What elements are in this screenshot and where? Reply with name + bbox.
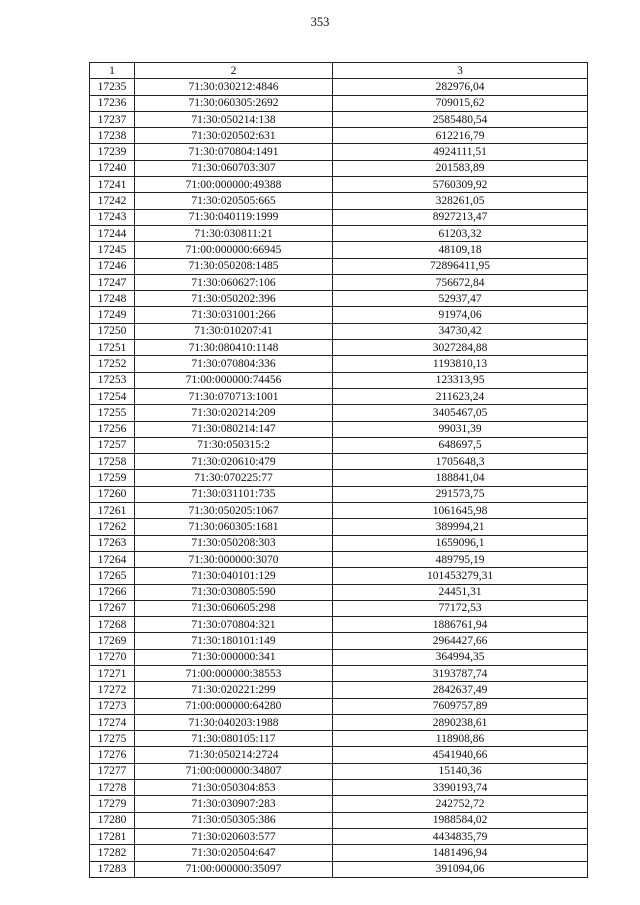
table-row	[90, 747, 588, 763]
table-row	[90, 649, 588, 665]
cadastral-value-cell: 52937,47	[333, 291, 588, 307]
cadastral-value-cell: 612216,79	[333, 128, 588, 144]
row-number-cell: 17276	[90, 747, 135, 763]
cadastral-value-cell: 4434835,79	[333, 828, 588, 844]
cadastral-number-cell: 71:30:070713:1001	[135, 388, 333, 404]
cadastral-value-cell: 242752,72	[333, 796, 588, 812]
cadastral-number-cell: 71:30:030805:590	[135, 584, 333, 600]
table-row	[90, 356, 588, 372]
cadastral-number-cell: 71:30:031001:266	[135, 307, 333, 323]
table-row	[90, 600, 588, 616]
cadastral-value-cell: 1659096,1	[333, 535, 588, 551]
row-number-cell: 17237	[90, 111, 135, 127]
row-number-cell: 17242	[90, 193, 135, 209]
table-row	[90, 111, 588, 127]
row-number-cell: 17277	[90, 763, 135, 779]
table-row	[90, 405, 588, 421]
cadastral-number-cell: 71:30:050202:396	[135, 291, 333, 307]
cadastral-value-cell: 15140,36	[333, 763, 588, 779]
cadastral-value-cell: 5760309,92	[333, 177, 588, 193]
cadastral-value-cell: 364994,35	[333, 649, 588, 665]
cadastral-number-cell: 71:30:060605:298	[135, 600, 333, 616]
table-row	[90, 291, 588, 307]
row-number-cell: 17266	[90, 584, 135, 600]
table-row	[90, 225, 588, 241]
row-number-cell: 17250	[90, 323, 135, 339]
row-number-cell: 17269	[90, 633, 135, 649]
table-row	[90, 421, 588, 437]
cadastral-value-cell: 61203,32	[333, 225, 588, 241]
cadastral-value-cell: 1481496,94	[333, 845, 588, 861]
row-number-cell: 17283	[90, 861, 135, 877]
cadastral-value-cell: 1886761,94	[333, 617, 588, 633]
cadastral-number-cell: 71:30:010207:41	[135, 323, 333, 339]
cadastral-value-cell: 3193787,74	[333, 665, 588, 681]
row-number-cell: 17251	[90, 340, 135, 356]
cadastral-value-cell: 709015,62	[333, 95, 588, 111]
cadastral-number-cell: 71:30:080410:1148	[135, 340, 333, 356]
cadastral-number-cell: 71:30:060627:106	[135, 274, 333, 290]
row-number-cell: 17265	[90, 568, 135, 584]
row-number-cell: 17252	[90, 356, 135, 372]
cadastral-number-cell: 71:30:031101:735	[135, 486, 333, 502]
row-number-cell: 17272	[90, 682, 135, 698]
cadastral-number-cell: 71:30:080105:117	[135, 731, 333, 747]
table-row	[90, 128, 588, 144]
cadastral-value-cell: 34730,42	[333, 323, 588, 339]
cadastral-number-cell: 71:30:050208:1485	[135, 258, 333, 274]
table-row	[90, 551, 588, 567]
cadastral-number-cell: 71:30:060305:1681	[135, 519, 333, 535]
table-row	[90, 454, 588, 470]
row-number-cell: 17241	[90, 177, 135, 193]
cadastral-number-cell: 71:00:000000:49388	[135, 177, 333, 193]
row-number-cell: 17278	[90, 780, 135, 796]
cadastral-value-table	[89, 62, 588, 878]
cadastral-value-cell: 1193810,13	[333, 356, 588, 372]
row-number-cell: 17253	[90, 372, 135, 388]
cadastral-number-cell: 71:30:050214:2724	[135, 747, 333, 763]
cadastral-number-cell: 71:30:020610:479	[135, 454, 333, 470]
table-row	[90, 307, 588, 323]
table-row	[90, 209, 588, 225]
cadastral-value-cell: 756672,84	[333, 274, 588, 290]
cadastral-number-cell: 71:30:000000:341	[135, 649, 333, 665]
row-number-cell: 17258	[90, 454, 135, 470]
row-number-cell: 17268	[90, 617, 135, 633]
cadastral-value-cell: 648697,5	[333, 437, 588, 453]
cadastral-value-cell: 77172,53	[333, 600, 588, 616]
cadastral-number-cell: 71:30:040101:129	[135, 568, 333, 584]
table-row	[90, 812, 588, 828]
cadastral-value-cell: 188841,04	[333, 470, 588, 486]
table-row	[90, 242, 588, 258]
cadastral-number-cell: 71:30:020502:631	[135, 128, 333, 144]
table-row	[90, 796, 588, 812]
row-number-cell: 17248	[90, 291, 135, 307]
cadastral-number-cell: 71:30:050214:138	[135, 111, 333, 127]
table-row	[90, 486, 588, 502]
cadastral-number-cell: 71:30:050305:386	[135, 812, 333, 828]
row-number-cell: 17267	[90, 600, 135, 616]
cadastral-number-cell: 71:30:070804:1491	[135, 144, 333, 160]
cadastral-number-cell: 71:30:040203:1988	[135, 714, 333, 730]
cadastral-value-cell: 24451,31	[333, 584, 588, 600]
row-number-cell: 17240	[90, 160, 135, 176]
table-row	[90, 160, 588, 176]
table-row	[90, 584, 588, 600]
page-number: 353	[310, 15, 330, 29]
cadastral-value-cell: 282976,04	[333, 79, 588, 95]
cadastral-number-cell: 71:30:030811:21	[135, 225, 333, 241]
cadastral-value-cell: 3405467,05	[333, 405, 588, 421]
row-number-cell: 17264	[90, 551, 135, 567]
cadastral-value-cell: 291573,75	[333, 486, 588, 502]
cadastral-number-cell: 71:30:030907:283	[135, 796, 333, 812]
cadastral-number-cell: 71:30:050205:1067	[135, 503, 333, 519]
row-number-cell: 17257	[90, 437, 135, 453]
cadastral-number-cell: 71:30:080214:147	[135, 421, 333, 437]
table-row	[90, 568, 588, 584]
row-number-cell: 17247	[90, 274, 135, 290]
cadastral-number-cell: 71:30:070804:336	[135, 356, 333, 372]
cadastral-value-cell: 123313,95	[333, 372, 588, 388]
cadastral-number-cell: 71:30:050315:2	[135, 437, 333, 453]
table-row	[90, 372, 588, 388]
table-row	[90, 388, 588, 404]
cadastral-value-cell: 7609757,89	[333, 698, 588, 714]
cadastral-number-cell: 71:30:020603:577	[135, 828, 333, 844]
cadastral-number-cell: 71:30:020505:665	[135, 193, 333, 209]
cadastral-number-cell: 71:00:000000:74456	[135, 372, 333, 388]
column-header-1: 1	[90, 63, 135, 79]
row-number-cell: 17273	[90, 698, 135, 714]
row-number-cell: 17279	[90, 796, 135, 812]
row-number-cell: 17246	[90, 258, 135, 274]
table-row	[90, 763, 588, 779]
table-row	[90, 274, 588, 290]
cadastral-number-cell: 71:30:060703:307	[135, 160, 333, 176]
column-header-3: 3	[333, 63, 588, 79]
row-number-cell: 17260	[90, 486, 135, 502]
table-row	[90, 519, 588, 535]
cadastral-number-cell: 71:30:060305:2692	[135, 95, 333, 111]
table-row	[90, 193, 588, 209]
table-row	[90, 437, 588, 453]
cadastral-number-cell: 71:30:050304:853	[135, 780, 333, 796]
cadastral-value-cell: 2842637,49	[333, 682, 588, 698]
cadastral-value-cell: 1061645,98	[333, 503, 588, 519]
table-row	[90, 731, 588, 747]
row-number-cell: 17281	[90, 828, 135, 844]
cadastral-value-cell: 91974,06	[333, 307, 588, 323]
row-number-cell: 17275	[90, 731, 135, 747]
table-row	[90, 698, 588, 714]
row-number-cell: 17244	[90, 225, 135, 241]
row-number-cell: 17245	[90, 242, 135, 258]
cadastral-value-cell: 391094,06	[333, 861, 588, 877]
table-row	[90, 535, 588, 551]
cadastral-number-cell: 71:30:040119:1999	[135, 209, 333, 225]
cadastral-value-cell: 2964427,66	[333, 633, 588, 649]
row-number-cell: 17261	[90, 503, 135, 519]
row-number-cell: 17239	[90, 144, 135, 160]
cadastral-value-cell: 72896411,95	[333, 258, 588, 274]
table-row	[90, 617, 588, 633]
row-number-cell: 17235	[90, 79, 135, 95]
cadastral-value-cell: 3027284,88	[333, 340, 588, 356]
cadastral-number-cell: 71:30:020504:647	[135, 845, 333, 861]
cadastral-number-cell: 71:30:050208:303	[135, 535, 333, 551]
row-number-cell: 17243	[90, 209, 135, 225]
cadastral-value-cell: 201583,89	[333, 160, 588, 176]
cadastral-number-cell: 71:30:070804:321	[135, 617, 333, 633]
cadastral-value-cell: 4924111,51	[333, 144, 588, 160]
table-row	[90, 79, 588, 95]
table-row	[90, 714, 588, 730]
row-number-cell: 17259	[90, 470, 135, 486]
row-number-cell: 17274	[90, 714, 135, 730]
cadastral-value-cell: 99031,39	[333, 421, 588, 437]
cadastral-number-cell: 71:00:000000:66945	[135, 242, 333, 258]
cadastral-value-cell: 48109,18	[333, 242, 588, 258]
cadastral-number-cell: 71:30:000000:3070	[135, 551, 333, 567]
cadastral-value-cell: 1988584,02	[333, 812, 588, 828]
cadastral-number-cell: 71:30:020214:209	[135, 405, 333, 421]
cadastral-number-cell: 71:00:000000:38553	[135, 665, 333, 681]
cadastral-number-cell: 71:00:000000:64280	[135, 698, 333, 714]
table-row	[90, 861, 588, 877]
cadastral-number-cell: 71:00:000000:35097	[135, 861, 333, 877]
cadastral-number-cell: 71:30:020221:299	[135, 682, 333, 698]
table-row	[90, 95, 588, 111]
table-row	[90, 258, 588, 274]
row-number-cell: 17271	[90, 665, 135, 681]
table-row	[90, 177, 588, 193]
row-number-cell: 17282	[90, 845, 135, 861]
cadastral-value-cell: 2585480,54	[333, 111, 588, 127]
cadastral-value-cell: 389994,21	[333, 519, 588, 535]
row-number-cell: 17255	[90, 405, 135, 421]
cadastral-value-cell: 211623,24	[333, 388, 588, 404]
cadastral-value-cell: 1705648,3	[333, 454, 588, 470]
table-row	[90, 682, 588, 698]
cadastral-value-cell: 489795,19	[333, 551, 588, 567]
row-number-cell: 17256	[90, 421, 135, 437]
table-row	[90, 780, 588, 796]
row-number-cell: 17262	[90, 519, 135, 535]
cadastral-value-cell: 118908,86	[333, 731, 588, 747]
cadastral-number-cell: 71:30:070225:77	[135, 470, 333, 486]
table-row	[90, 144, 588, 160]
cadastral-value-cell: 4541940,66	[333, 747, 588, 763]
cadastral-value-cell: 8927213,47	[333, 209, 588, 225]
row-number-cell: 17254	[90, 388, 135, 404]
cadastral-value-cell: 2890238,61	[333, 714, 588, 730]
table-row	[90, 828, 588, 844]
table-row	[90, 503, 588, 519]
cadastral-value-cell: 101453279,31	[333, 568, 588, 584]
row-number-cell: 17263	[90, 535, 135, 551]
row-number-cell: 17249	[90, 307, 135, 323]
row-number-cell: 17238	[90, 128, 135, 144]
row-number-cell: 17270	[90, 649, 135, 665]
table-row	[90, 665, 588, 681]
cadastral-number-cell: 71:30:180101:149	[135, 633, 333, 649]
cadastral-number-cell: 71:00:000000:34807	[135, 763, 333, 779]
cadastral-number-cell: 71:30:030212:4846	[135, 79, 333, 95]
table-header-row	[90, 63, 588, 79]
row-number-cell: 17236	[90, 95, 135, 111]
table-row	[90, 633, 588, 649]
table-body	[90, 79, 588, 878]
table-row	[90, 470, 588, 486]
row-number-cell: 17280	[90, 812, 135, 828]
cadastral-value-cell: 328261,05	[333, 193, 588, 209]
table-row	[90, 845, 588, 861]
table-row	[90, 340, 588, 356]
table-row	[90, 323, 588, 339]
cadastral-value-cell: 3390193,74	[333, 780, 588, 796]
column-header-2: 2	[135, 63, 333, 79]
